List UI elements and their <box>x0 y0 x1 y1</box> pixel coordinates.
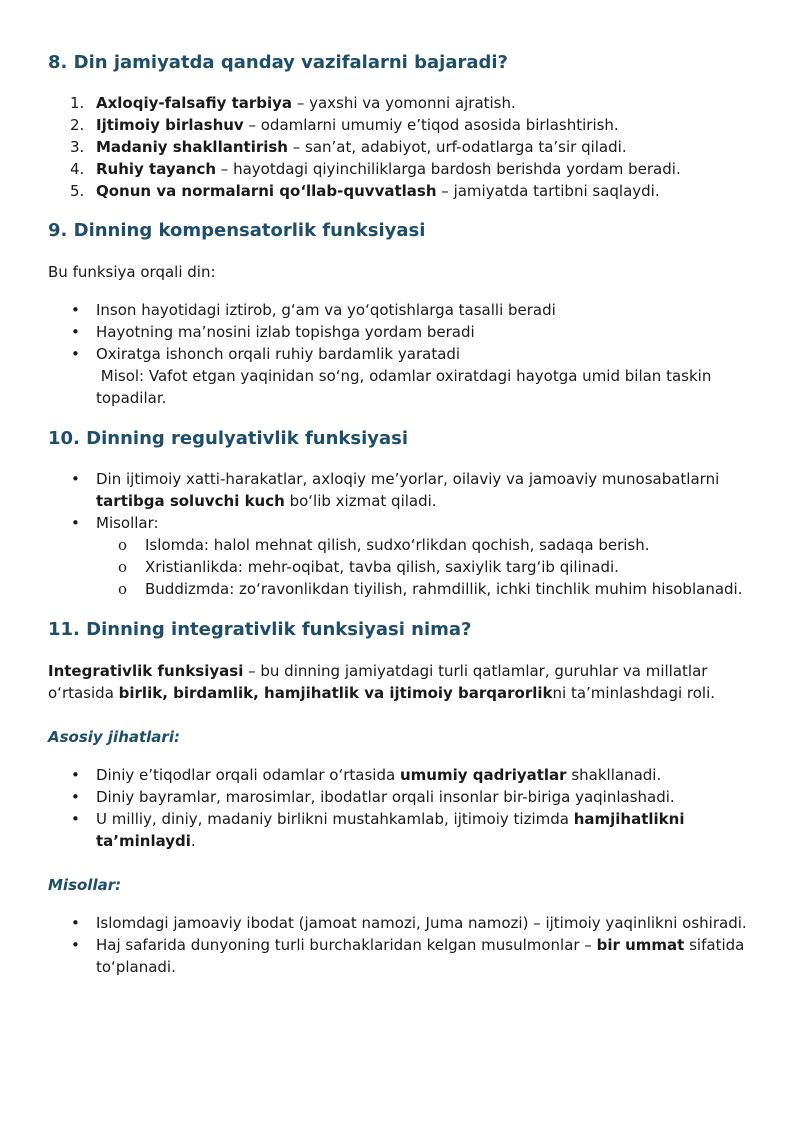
section-11-examples-list <box>48 912 758 978</box>
section-11-aspects-list <box>48 764 758 852</box>
list-item: • Diniy e’tiqodlar orqali odamlar o‘rtasida umumiy qadriyatlar shakllanadi. <box>71 766 662 784</box>
section-9-heading: 9. Dinning kompensatorlik funksiyasi <box>48 220 426 241</box>
subheading-misollar: Misollar: <box>48 876 122 894</box>
list-item: • Islomdagi jamoaviy ibodat (jamoat namozi, Juma namozi) – ijtimoiy yaqinlikni oshiradi. <box>71 914 747 932</box>
list-item: 3. Madaniy shakllantirish – san’at, adabiyot, urf-odatlarga ta’sir qiladi. <box>70 138 627 156</box>
list-item: 1. Axloqiy-falsafiy tarbiya – yaxshi va yomonni ajratish. <box>70 94 516 112</box>
example-line: Misol: Vafot etgan yaqinidan so‘ng, odamlar oxiratdagi hayotga umid bilan taskin <box>96 367 712 385</box>
section-10-heading: 10. Dinning regulyativlik funksiyasi <box>48 428 409 449</box>
section-11-heading: 11. Dinning integrativlik funksiyasi nima? <box>48 619 472 640</box>
list-item: • Din ijtimoiy xatti-harakatlar, axloqiy me’yorlar, oilaviy va jamoaviy munosabatlarni tartibga soluvchi kuch bo‘lib xizmat qiladi. <box>71 470 720 510</box>
section-8-heading: 8. Din jamiyatda qanday vazifalarni bajaradi? <box>48 52 508 73</box>
example-line: topadilar. <box>96 389 167 407</box>
section-9-list <box>48 299 758 409</box>
sub-list-item: o Xristianlikda: mehr-oqibat, tavba qilish, saxiylik targ‘ib qilinadi. <box>118 558 619 576</box>
list-item: 5. Qonun va normalarni qo‘llab-quvvatlash – jamiyatda tartibni saqlaydi. <box>70 182 660 200</box>
list-item: • Inson hayotidagi iztirob, g‘am va yo‘qotishlarga tasalli beradi <box>71 301 556 319</box>
document-page <box>48 48 758 978</box>
subheading-asosiy: Asosiy jihatlari: <box>48 728 180 746</box>
section-10-list <box>48 468 758 600</box>
list-item: • Diniy bayramlar, marosimlar, ibodatlar orqali insonlar bir-biriga yaqinlashadi. <box>71 788 675 806</box>
list-item: 2. Ijtimoiy birlashuv – odamlarni umumiy e’tiqod asosida birlashtirish. <box>70 116 619 134</box>
list-item: • Hayotning ma’nosini izlab topishga yordam beradi <box>71 323 475 341</box>
section-8-list <box>48 92 758 202</box>
list-item: 4. Ruhiy tayanch – hayotdagi qiyinchiliklarga bardosh berishda yordam beradi. <box>70 160 681 178</box>
sub-list-item: o Buddizmda: zo‘ravonlikdan tiyilish, rahmdillik, ichki tinchlik muhim hisoblanadi. <box>118 580 743 598</box>
sub-list-item: o Islomda: halol mehnat qilish, sudxo‘rlikdan qochish, sadaqa berish. <box>118 536 650 554</box>
list-item: • Haj safarida dunyoning turli burchaklaridan kelgan musulmonlar – bir ummat sifatida to‘planadi. <box>71 936 745 976</box>
list-item: • Misollar: <box>71 514 159 532</box>
list-item: • U milliy, diniy, madaniy birlikni mustahkamlab, ijtimoiy tizimda hamjihatlikni ta’minlaydi. <box>71 810 685 850</box>
section-11-paragraph: Integrativlik funksiyasi – bu dinning jamiyatdagi turli qatlamlar, guruhlar va millatlar o‘rtasida birlik, birdamlik, hamjihatlik va ijtimoiy barqarorlikni ta’minlashdagi roli. <box>48 662 716 702</box>
section-9-intro: Bu funksiya orqali din: <box>48 263 216 281</box>
list-item: • Oxiratga ishonch orqali ruhiy bardamlik yaratadi Misol: Vafot etgan yaqinidan so‘ng, odamlar oxiratdagi hayotga umid bilan taskin topadilar. <box>71 345 712 407</box>
